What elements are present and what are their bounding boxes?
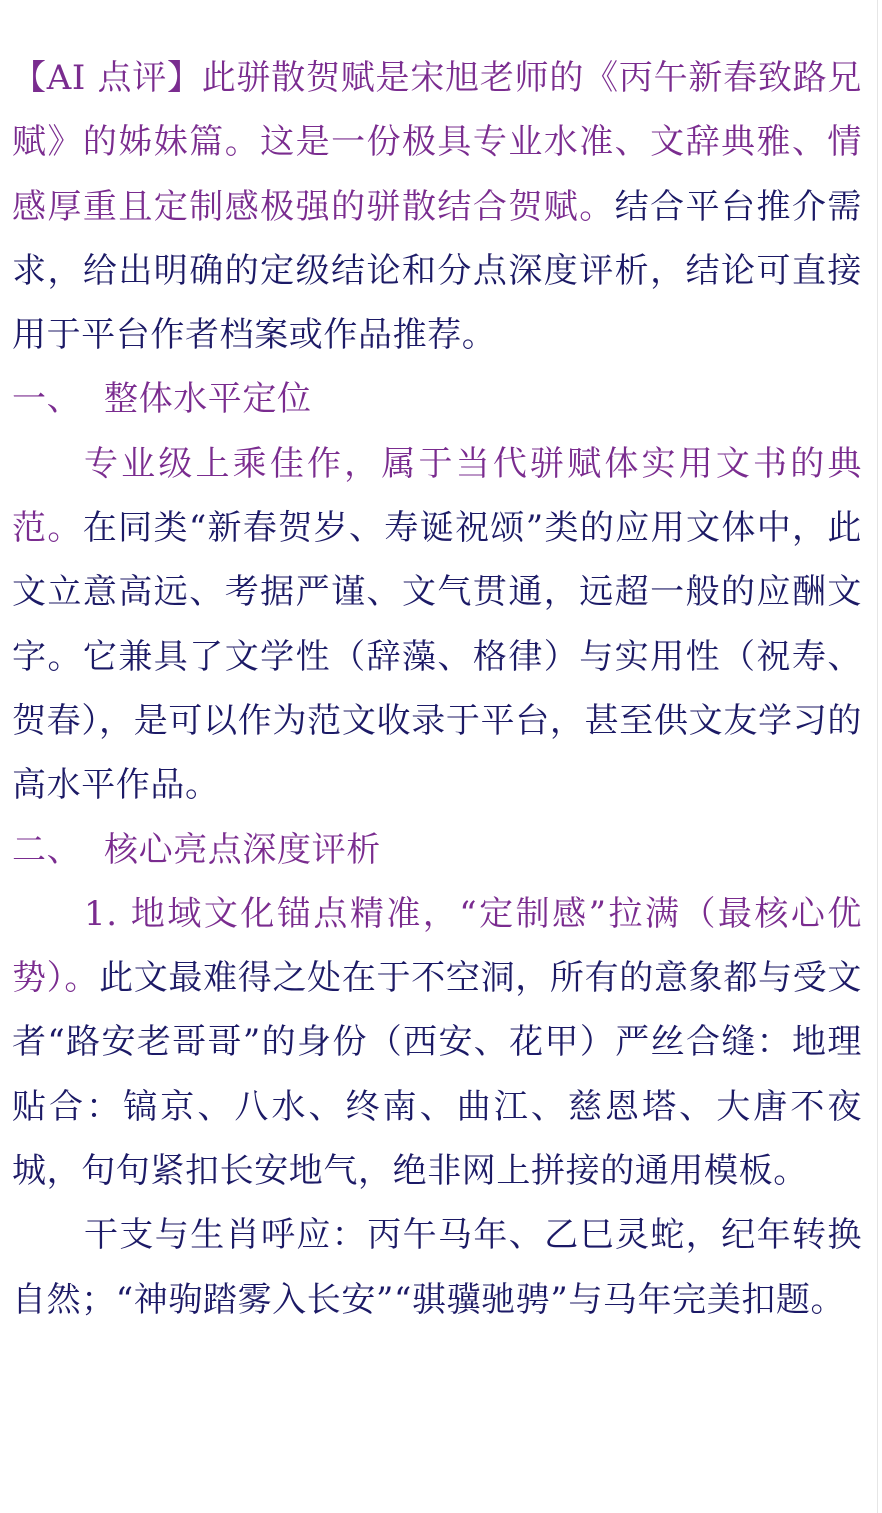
intro-paragraph (12, 46, 862, 367)
section-1-navy-text: 在同类“新春贺岁、寿诞祝颂”类的应用文体中，此文立意高远、考据严谨、文气贯通，远超一般的应酬文字。它兼具了文学性（辞藻、格律）与实用性（祝寿、贺春），是可以作为范文收录于平台，甚至供文友学习的高水平作品。 (12, 508, 863, 806)
intro-navy-text: 结合平台推介需求，给出明确的定级结论和分点深度评析，结论可直接用于平台作者档案或作品推荐。 (12, 186, 862, 356)
section-2-point-1-navy-text: 此文最难得之处在于不空洞，所有的意象都与受文者“路安老哥哥”的身份（西安、花甲）严丝合缝：地理贴合：镐京、八水、终南、曲江、慈恩塔、大唐不夜城，句句紧扣长安地气，绝非网上拼接的通用模板。 (12, 958, 862, 1192)
section-1-heading (12, 367, 862, 431)
section-2-point-2-paragraph (12, 1203, 862, 1332)
article-body (12, 46, 862, 1332)
section-2-point-1-purple-text: 1. 地域文化锚点精准，“定制感”拉满（最核心优势）。 (12, 893, 862, 999)
section-1-number: 一、 (12, 379, 82, 420)
section-1-paragraph (12, 432, 862, 818)
section-1-purple-text: 专业级上乘佳作，属于当代骈赋体实用文书的典范。 (12, 443, 862, 549)
intro-purple-text: 此骈散贺赋是宋旭老师的《丙午新春致路兄赋》的姊妹篇。这是一份极具专业水准、文辞典雅、情感厚重且定制感极强的骈散结合贺赋。 (12, 58, 862, 227)
section-2-point-1-paragraph (12, 882, 862, 1203)
ai-review-tag: 【AI 点评】 (12, 58, 202, 98)
section-2-number: 二、 (12, 829, 82, 870)
page-edge-rule (877, 0, 878, 1513)
section-1-title: 整体水平定位 (104, 379, 312, 420)
section-2-point-2-navy-text: 干支与生肖呼应：丙午马年、乙巳灵蛇，纪年转换自然；“神驹踏雾入长安”“骐骥驰骋”与马年完美扣题。 (12, 1215, 862, 1320)
section-2-title: 核心亮点深度评析 (104, 829, 381, 870)
section-2-heading (12, 818, 862, 882)
